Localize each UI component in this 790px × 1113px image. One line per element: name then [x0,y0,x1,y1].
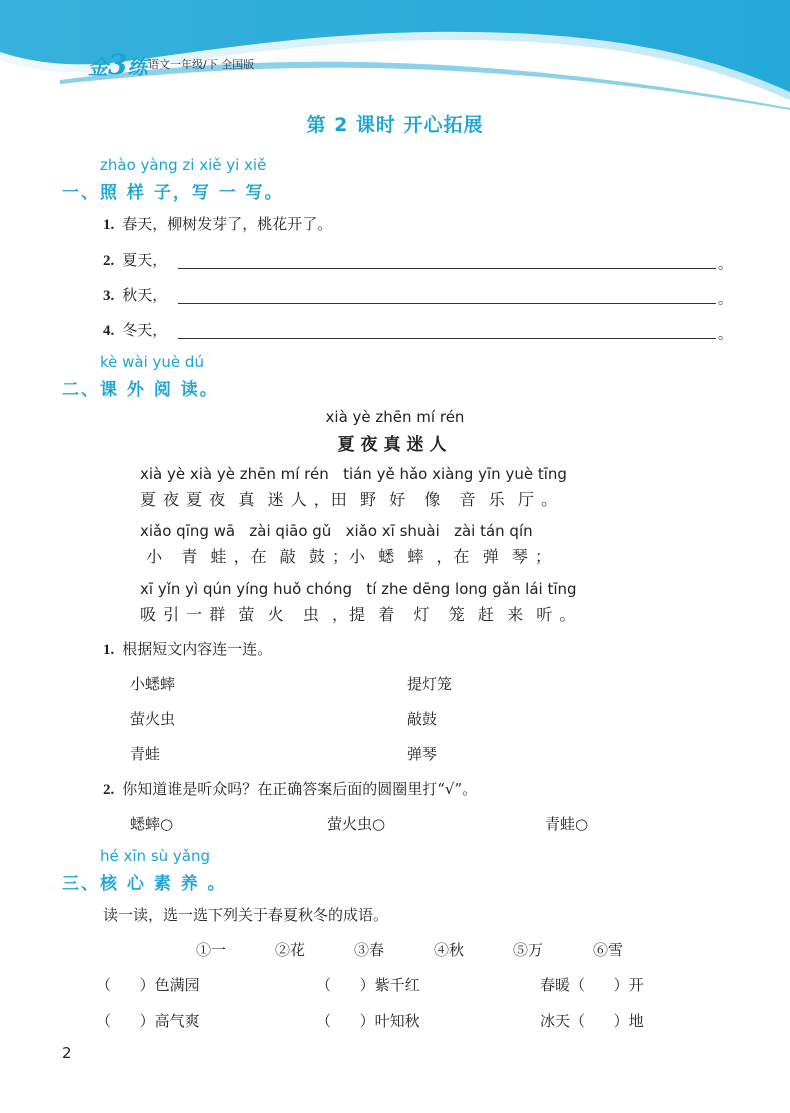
idiom-4[interactable]: （ ）高气爽 [96,1012,200,1030]
q2-prompt: 2. 你知道谁是听众吗？在正确答案后面的圆圈里打“√”。 [103,780,478,798]
idiom-5[interactable]: （ ）叶知秋 [316,1012,420,1030]
answer-line-4[interactable] [178,338,716,339]
poem-title: 夏夜真迷人 [337,435,453,455]
section1-item-2: 2. 夏天， [103,251,168,269]
poem-line-1: 夏 夜 夏 夜 真 迷 人 ，田 野 好 像 音 乐 厅 。 [140,490,559,509]
choice-5: ⑤万 [513,941,544,959]
idiom-1[interactable]: （ ）色满园 [96,976,200,994]
answer-line-2[interactable] [178,268,716,269]
section1-item-4: 4. 冬天， [103,321,168,339]
lesson-title: 第 2 课时 开心拓展 [306,114,484,136]
poem-line-3: 吸 引 一 群 萤 火 虫 ，提 着 灯 笼 赶 来 听 。 [140,605,577,624]
section3-instruction: 读一读，选一选下列关于春夏秋冬的成语。 [103,906,389,924]
subject-label: 语文一年级/下 全国版 [148,58,255,71]
brand-prefix: 金 [88,55,108,79]
section3-title: 三、核 心 素 养 。 [62,874,227,894]
section2-title: 二、课 外 阅 读。 [62,380,219,400]
section2-pinyin: kè wài yuè dú [100,353,204,371]
match-left-1[interactable]: 小蟋蟀 [130,675,176,693]
match-right-3[interactable]: 弹琴 [407,745,438,763]
idiom-3[interactable]: 春暖（ ）开 [540,976,644,994]
period-2: 。 [718,257,732,273]
poem-line-2: 小 青 蛙 ，在 敲 鼓 ；小 蟋 蟀 ，在 弹 琴 ； [140,547,552,566]
poem-line-1-pinyin: xià yè xià yè zhēn mí rén tián yě hǎo xiàng yīn yuè tīng [140,465,567,483]
q1-prompt: 1. 根据短文内容连一连。 [103,640,273,658]
choice-3: ③春 [354,941,385,959]
poem-line-2-pinyin: xiǎo qīng wā zài qiāo gǔ xiǎo xī shuài zài tán qín [140,522,533,540]
idiom-2[interactable]: （ ）紫千红 [316,976,420,994]
answer-line-3[interactable] [178,303,716,304]
idiom-6[interactable]: 冰天（ ）地 [540,1012,644,1030]
choice-4: ④秋 [434,941,465,959]
section3-pinyin: hé xīn sù yǎng [100,847,211,865]
choice-6: ⑥雪 [593,941,624,959]
section1-item-1: 1. 春天，柳树发芽了，桃花开了。 [103,215,333,233]
section1-pinyin: zhào yàng zi xiě yi xiě [100,156,267,174]
brand-number: 3 [108,48,128,81]
match-right-2[interactable]: 敲鼓 [407,710,438,728]
q2-option-3[interactable]: 青蛙○ [545,815,589,833]
section1-title: 一、照 样 子，写 一 写。 [62,183,284,203]
page-number: 2 [62,1044,72,1062]
period-4: 。 [718,327,732,343]
q2-option-2[interactable]: 萤火虫○ [327,815,386,833]
q2-option-1[interactable]: 蟋蟀○ [130,815,174,833]
choice-1: ①一 [196,941,227,959]
brand-suffix: 练 [127,55,148,79]
match-right-1[interactable]: 提灯笼 [407,675,453,693]
brand-logo [88,48,147,81]
poem-title-pinyin: xià yè zhēn mí rén [325,408,465,426]
poem-line-3-pinyin: xī yǐn yì qún yíng huǒ chóng tí zhe dēng long gǎn lái tīng [140,580,577,598]
section1-item-3: 3. 秋天， [103,286,168,304]
choice-2: ②花 [275,941,306,959]
match-left-2[interactable]: 萤火虫 [130,710,176,728]
period-3: 。 [718,292,732,308]
match-left-3[interactable]: 青蛙 [130,745,161,763]
